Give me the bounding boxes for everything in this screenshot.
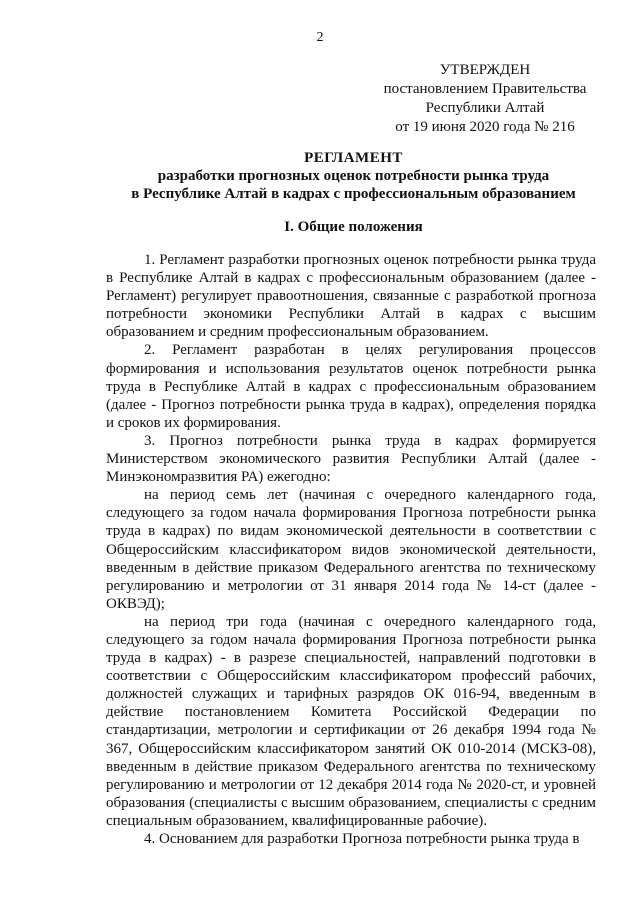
paragraph-1: 1. Регламент разработки прогнозных оценок потребности рынка труда в Республике Алтай в кадрах с профессиональным образованием (далее - Регламент) регулирует правоотношения, связанные с разработкой прогноза потребности экономики Республики Алтай в кадрах с высшим образованием и средним профессиональным образованием. [106,252,596,341]
title-main: РЕГЛАМЕНТ [304,150,403,166]
approval-line-2: Республики Алтай [425,100,545,116]
approval-line-1: постановлением Правительства [383,81,587,97]
paragraph-3: 3. Прогноз потребности рынка труда в кадрах формируется Министерством экономического развития Республики Алтай (далее - Минэкономразвития РА) ежегодно: [106,432,596,486]
approval-line-3: от 19 июня 2020 года № 216 [395,119,575,135]
paragraph-4: 4. Основанием для разработки Прогноза потребности рынка труда в [144,831,580,847]
approval-block [365,61,605,137]
approval-heading: УТВЕРЖДЕН [439,62,531,78]
title-line-1: разработки прогнозных оценок потребности рынка труда [157,168,550,184]
paragraph-3-item-2: на период три года (начиная с очередного календарного года, следующего за годом начала формирования Прогноза потребности рынка труда в кадрах) - в разрезе специальностей, направлений подготовки в соответствии с Общероссийским классификатором профессий рабочих, должностей служащих и тарифных разрядов ОК 016-94, введенным в действие постановлением Комитета Российской Федерации по стандартизации, метрологии и сертификации от 26 декабря 1994 года № 367, Общероссийским классификатором занятий ОК 010-2014 (МСКЗ-08), введенным в действие приказом Федерального агентства по техническому регулированию и метрологии от 12 декабря 2014 года № 2020-ст, и уровней образования (специалисты с высшим образованием, специалисты с средним специальным образованием, квалифицированные рабочие). [106,613,596,829]
document-title [0,149,640,203]
title-line-2: в Республике Алтай в кадрах с профессиональным образованием [131,186,576,202]
page-number: 2 [316,30,324,45]
document-body [106,251,596,848]
paragraph-3-item-1: на период семь лет (начиная с очередного календарного года, следующего за годом начала формирования Прогноза потребности рынка труда в кадрах) по видам экономической деятельности в соответствии с Общероссийским классификатором видов экономической деятельности, введенным в действие приказом Федерального агентства по техническому регулированию и метрологии от 31 января 2014 года № 14-ст (далее - ОКВЭД); [106,487,596,612]
paragraph-2: 2. Регламент разработан в целях регулирования процессов формирования и использования результатов оценок потребности рынка труда в Республике Алтай в кадрах с профессиональным образованием (далее - Прогноз потребности рынка труда в кадрах), определения порядка и сроков их формирования. [106,342,596,431]
section-heading: I. Общие положения [284,219,423,235]
